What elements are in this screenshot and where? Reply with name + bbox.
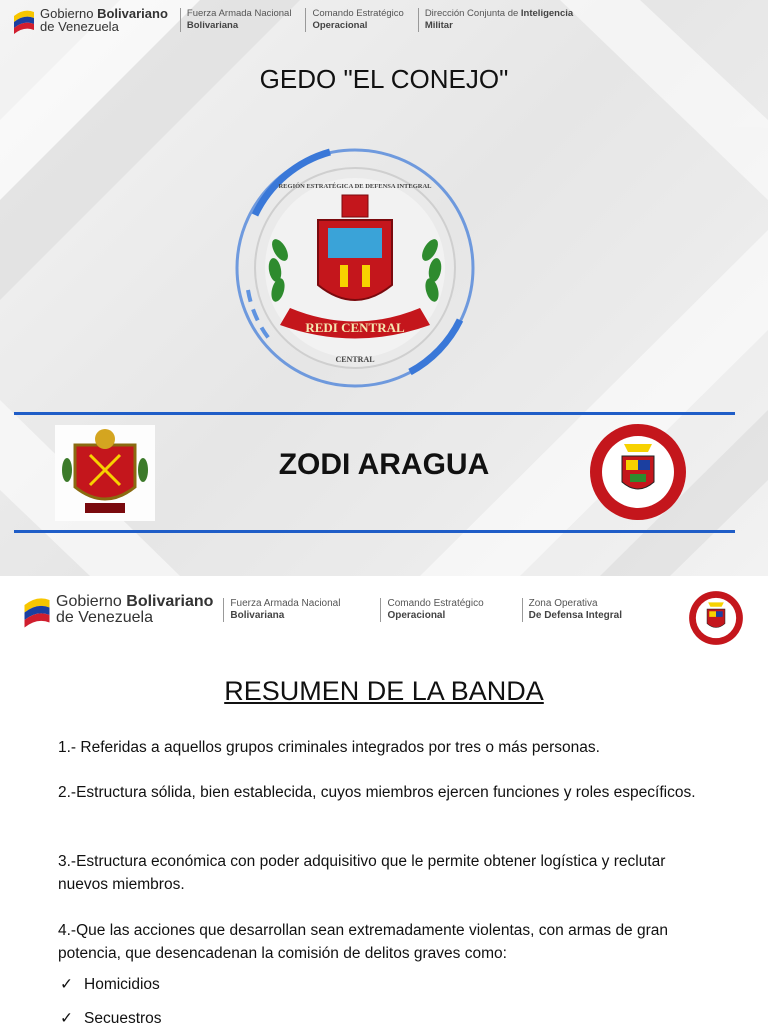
point-3: 3.-Estructura económica con poder adquisitivo que le permite obtener logística y reclutar nuevos miembros.: [58, 853, 666, 893]
check-icon: ✓: [60, 976, 73, 993]
check-icon: ✓: [60, 1010, 73, 1027]
header-section-ceo: [305, 8, 403, 32]
venezuela-flag-icon: [12, 6, 36, 34]
summary-slide: [0, 576, 768, 1027]
summary-title: RESUMEN DE LA BANDA: [224, 676, 544, 706]
header-bar-2: [22, 592, 622, 628]
sec1-line1: Fuerza Armada Nacional: [230, 598, 341, 609]
sec3-line1: Dirección Conjunta de: [424, 8, 521, 19]
sec1-line2: Bolivariana: [186, 20, 239, 31]
emblem-bottom-text: CENTRAL: [335, 355, 375, 364]
checklist-label: Secuestros: [84, 1010, 162, 1027]
sec3-line1: Zona Operativa: [528, 598, 598, 609]
point-1: 1.- Referidas a aquellos grupos criminales integrados por tres o más personas.: [58, 739, 600, 756]
header-section-fanb-2: [223, 598, 340, 622]
sec3-line2: Militar: [424, 20, 453, 31]
header-section-zodi-2: [522, 598, 622, 622]
gov-line2: de Venezuela: [40, 19, 119, 34]
venezuela-flag-icon: [22, 592, 52, 628]
header-section-ceo-2: [380, 598, 483, 622]
gov-logo-text-2: [56, 594, 213, 626]
divider-bottom: [14, 530, 735, 533]
sec2-line2: Operacional: [312, 20, 368, 31]
sec2-line1: Comando Estratégico: [312, 8, 404, 19]
emblem-banner-text: REDI CENTRAL: [305, 320, 405, 335]
checklist-label: Homicidios: [84, 976, 160, 993]
gov-line1-bold: Bolivariano: [97, 6, 168, 21]
divider-top: [14, 412, 735, 415]
sec1-line1: Fuerza Armada Nacional: [186, 8, 292, 19]
emblem-top-text: REGIÓN ESTRATÉGICA DE DEFENSA INTEGRAL: [278, 183, 432, 190]
sec2-line2: Operacional: [387, 610, 446, 621]
checklist-item: [60, 1009, 162, 1028]
point-4: 4.-Que las acciones que desarrollan sean extremadamente violentas, con armas de gran potencia, que desencadenan la comisión de delitos graves como:: [58, 922, 669, 962]
sec1-line2: Bolivariana: [230, 610, 285, 621]
header-section-fanb: [180, 8, 292, 32]
gov-logo-text: [40, 7, 168, 33]
zodi-round-emblem-right: [588, 422, 688, 522]
redi-central-emblem: [210, 140, 500, 400]
header-bar: [12, 6, 573, 34]
checklist-item: [60, 975, 160, 994]
slide-title: GEDO "EL CONEJO": [259, 64, 509, 94]
gov-line1: Gobierno: [56, 593, 127, 610]
sec2-line1: Comando Estratégico: [387, 598, 484, 609]
gov-line2: de Venezuela: [56, 609, 153, 626]
sec3-line1-bold: Inteligencia: [520, 8, 574, 19]
point-2: 2.-Estructura sólida, bien establecida, cuyos miembros ejercen funciones y roles específicos.: [58, 784, 696, 801]
zodi-title: ZODI ARAGUA: [278, 448, 490, 481]
gov-line1-bold: Bolivariano: [126, 593, 214, 610]
gov-line1: Gobierno: [40, 6, 98, 21]
header-section-dgcim: [418, 8, 573, 32]
sec3-line2: De Defensa Integral: [528, 610, 623, 621]
zodi-emblem-small: [688, 590, 744, 646]
